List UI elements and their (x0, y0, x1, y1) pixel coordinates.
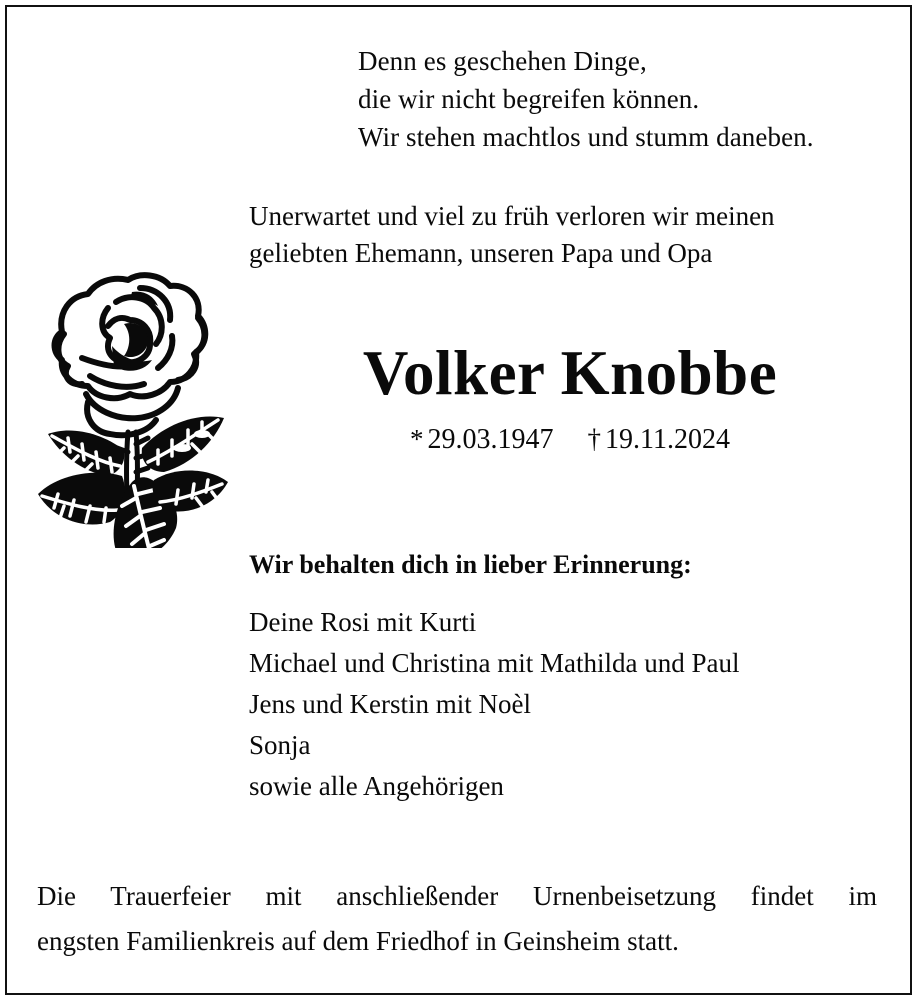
funeral-details-line-1: Die Trauerfeier mit anschließender Urnenbeisetzung findet im (37, 881, 877, 911)
funeral-details-line-2: engsten Familienkreis auf dem Friedhof in Geinsheim statt. (37, 926, 679, 956)
mourner-line: Michael und Christina mit Mathilda und Paul (249, 648, 740, 678)
introduction-line-2: geliebten Ehemann, unseren Papa und Opa (249, 238, 713, 268)
funeral-details (37, 874, 877, 964)
verse-line-2: die wir nicht begreifen können. (358, 84, 700, 114)
verse-line-3: Wir stehen machtlos und stumm daneben. (358, 122, 814, 152)
mourner-line: sowie alle Angehörigen (249, 771, 504, 801)
mourner-line: Deine Rosi mit Kurti (249, 607, 477, 637)
mourner-line: Jens und Kerstin mit Noèl (249, 689, 531, 719)
memorial-verse (358, 42, 898, 156)
birth-date: 29.03.1947 (427, 424, 554, 455)
cross-symbol-icon: † (587, 424, 602, 454)
mourner-line: Sonja (249, 730, 311, 760)
mourners-heading: Wir behalten dich in lieber Erinnerung: (249, 550, 692, 579)
verse-line-1: Denn es geschehen Dinge, (358, 46, 647, 76)
name-block (250, 336, 890, 457)
life-dates (250, 422, 890, 457)
birth-symbol-icon: * (410, 424, 424, 454)
introduction-line-1: Unerwartet und viel zu früh verloren wir meinen (249, 201, 775, 231)
deceased-name: Volker Knobbe (362, 338, 778, 408)
rose-illustration (12, 272, 256, 548)
mourners-block (249, 548, 899, 807)
death-date: 19.11.2024 (605, 424, 730, 455)
introduction-text (249, 198, 899, 272)
